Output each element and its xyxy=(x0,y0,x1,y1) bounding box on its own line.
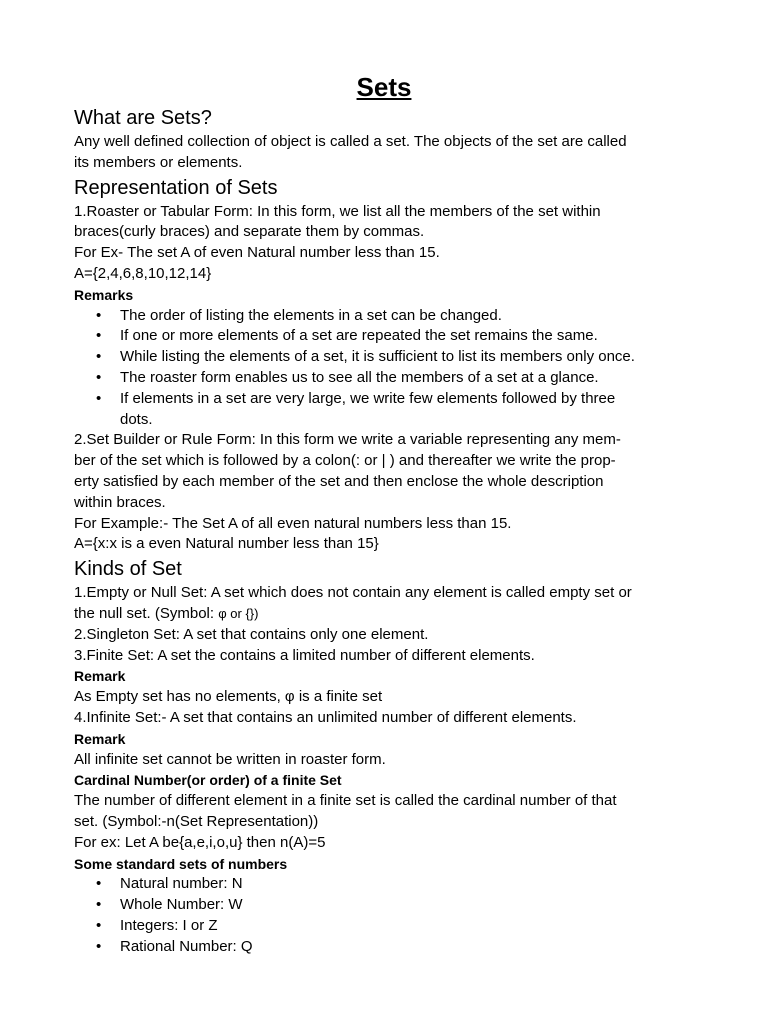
list-item-text: dots. xyxy=(120,410,153,428)
paragraph-line: 3.Finite Set: A set the contains a limited number of different elements. xyxy=(74,646,535,664)
remark-label: Remark xyxy=(74,668,126,685)
paragraph-line: its members or elements. xyxy=(74,153,243,171)
paragraph-line: Any well defined collection of object is called a set. The objects of the set are called xyxy=(74,133,627,150)
standard-sets-list xyxy=(74,874,704,957)
paragraph-line: ber of the set which is followed by a colon(: or | ) and thereafter we write the prop- xyxy=(74,452,616,470)
paragraph-line: As Empty set has no elements, φ is a finite set xyxy=(74,688,383,706)
document-body xyxy=(74,104,704,957)
paragraph-line: For ex: Let A be{a,e,i,o,u} then n(A)=5 xyxy=(74,833,326,851)
paragraph-line: 1.Roaster or Tabular Form: In this form, we list all the members of the set within xyxy=(74,202,601,220)
list-item xyxy=(120,389,704,431)
paragraph-line: 2.Singleton Set: A set that contains only one element. xyxy=(74,625,429,643)
remarks-label: Remarks xyxy=(74,286,134,303)
paragraph-line: 4.Infinite Set:- A set that contains an unlimited number of different elements. xyxy=(74,708,577,726)
list-item: • Natural number: N xyxy=(120,874,704,895)
list-item: • The roaster form enables us to see all the members of a set at a glance. xyxy=(120,368,704,389)
heading-representation: Representation of Sets xyxy=(74,176,278,199)
list-item: • Whole Number: W xyxy=(120,895,704,916)
list-item: • Rational Number: Q xyxy=(120,937,704,958)
paragraph-line: braces(curly braces) and separate them by commas. xyxy=(74,223,425,241)
remark-label: Remark xyxy=(74,730,126,747)
paragraph-line: The number of different element in a finite set is called the cardinal number of that xyxy=(74,792,617,810)
paragraph-line: erty satisfied by each member of the set and then enclose the whole description xyxy=(74,472,604,490)
list-item: • Integers: I or Z xyxy=(120,916,704,937)
heading-kinds-of-set: Kinds of Set xyxy=(74,558,182,581)
paragraph-line: 2.Set Builder or Rule Form: In this form we write a variable representing any mem- xyxy=(74,431,621,449)
paragraph-line: A={2,4,6,8,10,12,14} xyxy=(74,264,212,282)
paragraph-line: within braces. xyxy=(74,493,166,511)
paragraph-line: A={x:x is a even Natural number less than 15} xyxy=(74,535,379,553)
list-item: • While listing the elements of a set, it is sufficient to list its members only once. xyxy=(120,347,704,368)
remarks-list xyxy=(74,306,704,431)
paragraph-line: 1.Empty or Null Set: A set which does not contain any element is called empty set or xyxy=(74,584,632,602)
list-item: • The order of listing the elements in a set can be changed. xyxy=(120,306,704,327)
paragraph-line: All infinite set cannot be written in roaster form. xyxy=(74,750,386,768)
cardinal-number-label: Cardinal Number(or order) of a finite Set xyxy=(74,772,342,789)
list-item-text: If elements in a set are very large, we write few elements followed by three xyxy=(120,389,616,407)
list-item: • If one or more elements of a set are repeated the set remains the same. xyxy=(120,326,704,347)
standard-sets-label: Some standard sets of numbers xyxy=(74,855,288,872)
paragraph-line: set. (Symbol:-n(Set Representation)) xyxy=(74,812,319,830)
paragraph-line: For Example:- The Set A of all even natural numbers less than 15. xyxy=(74,514,512,532)
heading-what-are-sets: What are Sets? xyxy=(74,107,212,129)
paragraph-text: the null set. (Symbol: xyxy=(74,604,219,622)
paragraph-line: For Ex- The set A of even Natural number less than 15. xyxy=(74,244,440,262)
paragraph-line xyxy=(74,604,704,625)
page-title: Sets xyxy=(356,72,412,102)
empty-set-symbol: φ or {}) xyxy=(218,605,259,621)
